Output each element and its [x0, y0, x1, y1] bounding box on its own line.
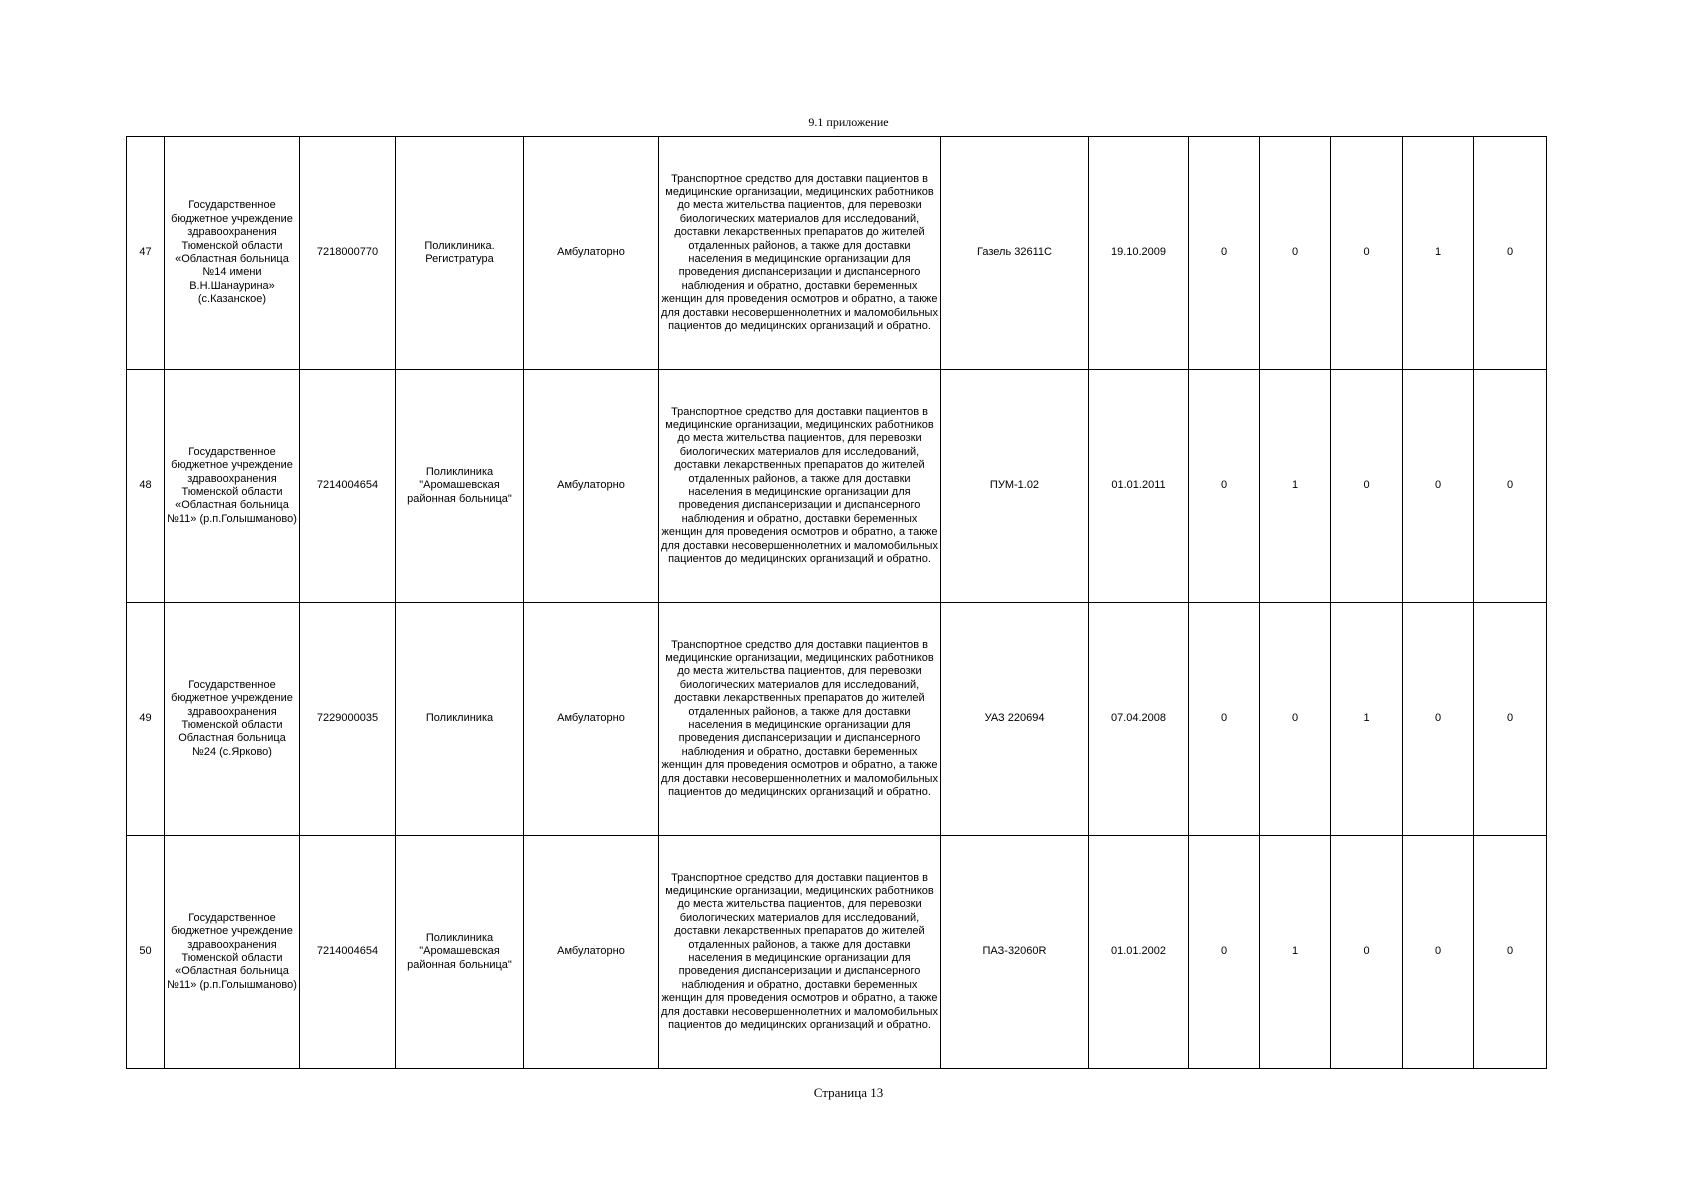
table-row	[127, 603, 1547, 836]
care-type: Амбулаторно	[524, 836, 659, 1069]
count-4: 1	[1403, 137, 1474, 370]
vehicle-table	[126, 136, 1547, 1069]
vehicle-date: 07.04.2008	[1089, 603, 1189, 836]
unit-name: Поликлиника	[396, 603, 524, 836]
count-5: 0	[1474, 370, 1547, 603]
count-4: 0	[1403, 836, 1474, 1069]
vehicle-date: 01.01.2011	[1089, 370, 1189, 603]
count-3: 1	[1331, 603, 1403, 836]
inn: 7229000035	[300, 603, 396, 836]
row-number: 48	[127, 370, 165, 603]
table-row	[127, 137, 1547, 370]
count-3: 0	[1331, 836, 1403, 1069]
count-1: 0	[1189, 370, 1260, 603]
count-5: 0	[1474, 137, 1547, 370]
count-1: 0	[1189, 603, 1260, 836]
vehicle-model: ПУМ-1.02	[941, 370, 1089, 603]
row-number: 47	[127, 137, 165, 370]
count-5: 0	[1474, 836, 1547, 1069]
count-4: 0	[1403, 370, 1474, 603]
page-header: 9.1 приложение	[808, 115, 889, 129]
count-1: 0	[1189, 137, 1260, 370]
vehicle-purpose: Транспортное средство для доставки пациентов в медицинские организации, медицинских работников до места жительства пациентов, для перевозки биологических материалов для исследований, доставки лекарственных препаратов до жителей отдаленных районов, а также для доставки населения в медицинские организации для проведения диспансеризации и диспансерного наблюдения и обратно, доставки беременных женщин для проведения осмотров и обратно, а также для доставки несовершеннолетних и маломобильных пациентов до медицинских организаций и обратно.	[659, 370, 941, 603]
care-type: Амбулаторно	[524, 137, 659, 370]
vehicle-model: УАЗ 220694	[941, 603, 1089, 836]
vehicle-purpose: Транспортное средство для доставки пациентов в медицинские организации, медицинских работников до места жительства пациентов, для перевозки биологических материалов для исследований, доставки лекарственных препаратов до жителей отдаленных районов, а также для доставки населения в медицинские организации для проведения диспансеризации и диспансерного наблюдения и обратно, доставки беременных женщин для проведения осмотров и обратно, а также для доставки несовершеннолетних и маломобильных пациентов до медицинских организаций и обратно.	[659, 603, 941, 836]
count-2: 0	[1260, 603, 1331, 836]
inn: 7218000770	[300, 137, 396, 370]
table-row	[127, 836, 1547, 1069]
table-row	[127, 370, 1547, 603]
care-type: Амбулаторно	[524, 370, 659, 603]
organization-name: Государственное бюджетное учреждение здравоохранения Тюменской области «Областная больница №11» (р.п.Голышманово)	[165, 836, 300, 1069]
vehicle-model: Газель 32611С	[941, 137, 1089, 370]
vehicle-model: ПАЗ-32060R	[941, 836, 1089, 1069]
organization-name: Государственное бюджетное учреждение здравоохранения Тюменской области «Областная больница №11» (р.п.Голышманово)	[165, 370, 300, 603]
count-3: 0	[1331, 137, 1403, 370]
count-3: 0	[1331, 370, 1403, 603]
row-number: 49	[127, 603, 165, 836]
organization-name: Государственное бюджетное учреждение здравоохранения Тюменской области Областная больница №24 (с.Ярково)	[165, 603, 300, 836]
care-type: Амбулаторно	[524, 603, 659, 836]
count-2: 1	[1260, 370, 1331, 603]
count-2: 1	[1260, 836, 1331, 1069]
unit-name: Поликлиника "Аромашевская районная больница"	[396, 836, 524, 1069]
vehicle-date: 01.01.2002	[1089, 836, 1189, 1069]
inn: 7214004654	[300, 836, 396, 1069]
count-5: 0	[1474, 603, 1547, 836]
count-4: 0	[1403, 603, 1474, 836]
row-number: 50	[127, 836, 165, 1069]
vehicle-date: 19.10.2009	[1089, 137, 1189, 370]
inn: 7214004654	[300, 370, 396, 603]
unit-name: Поликлиника. Регистратура	[396, 137, 524, 370]
page-footer: Страница 13	[813, 1085, 884, 1100]
vehicle-purpose: Транспортное средство для доставки пациентов в медицинские организации, медицинских работников до места жительства пациентов, для перевозки биологических материалов для исследований, доставки лекарственных препаратов до жителей отдаленных районов, а также для доставки населения в медицинские организации для проведения диспансеризации и диспансерного наблюдения и обратно, доставки беременных женщин для проведения осмотров и обратно, а также для доставки несовершеннолетних и маломобильных пациентов до медицинских организаций и обратно.	[659, 137, 941, 370]
count-1: 0	[1189, 836, 1260, 1069]
vehicle-purpose: Транспортное средство для доставки пациентов в медицинские организации, медицинских работников до места жительства пациентов, для перевозки биологических материалов для исследований, доставки лекарственных препаратов до жителей отдаленных районов, а также для доставки населения в медицинские организации для проведения диспансеризации и диспансерного наблюдения и обратно, доставки беременных женщин для проведения осмотров и обратно, а также для доставки несовершеннолетних и маломобильных пациентов до медицинских организаций и обратно.	[659, 836, 941, 1069]
unit-name: Поликлиника "Аромашевская районная больница"	[396, 370, 524, 603]
count-2: 0	[1260, 137, 1331, 370]
organization-name: Государственное бюджетное учреждение здравоохранения Тюменской области «Областная больница №14 имени В.Н.Шанаурина» (с.Казанское)	[165, 137, 300, 370]
